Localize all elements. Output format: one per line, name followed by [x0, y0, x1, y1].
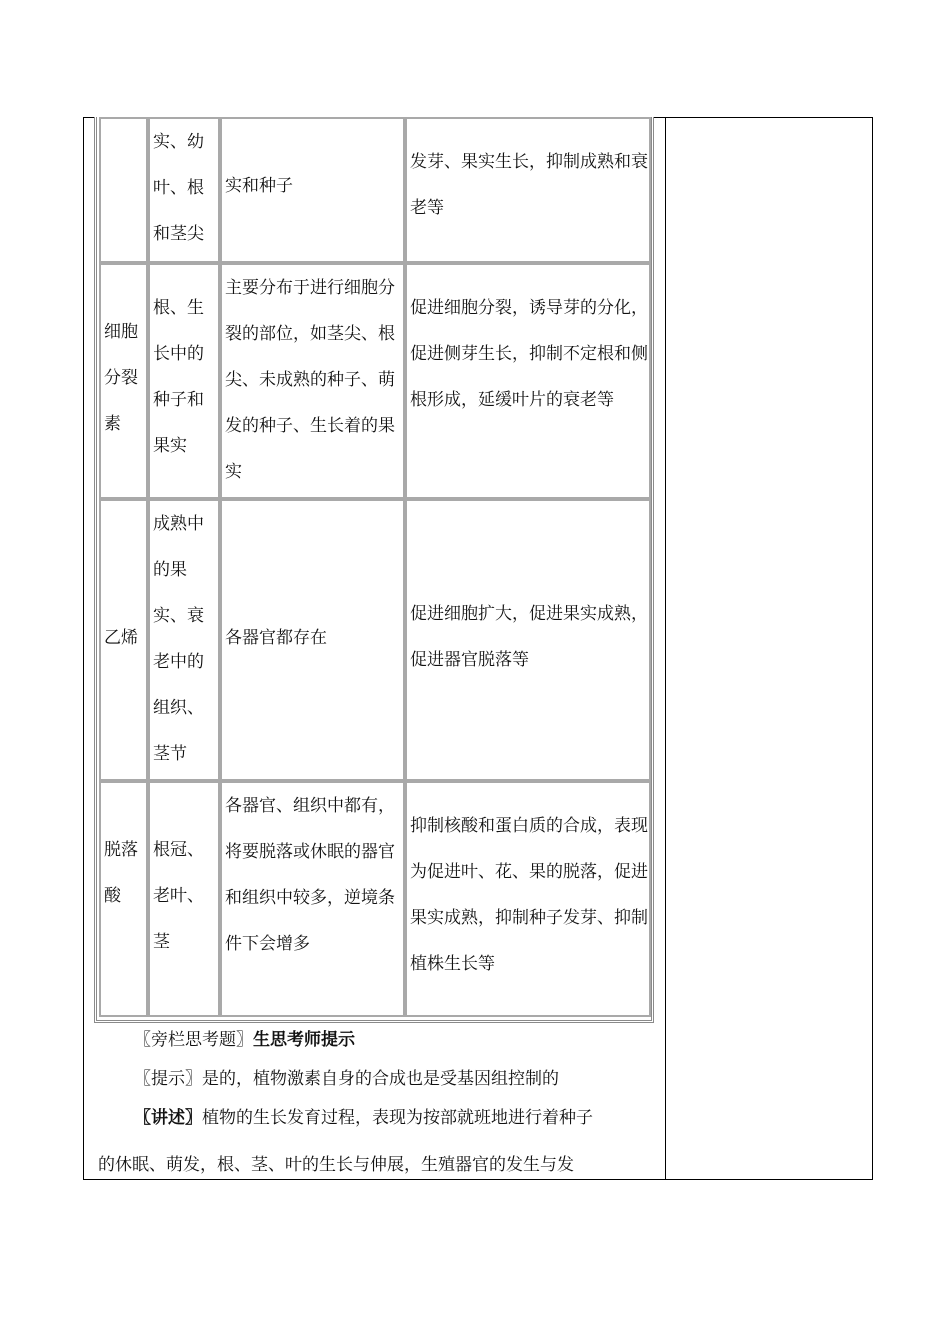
table-row-0-site: 实、幼叶、根和茎尖 — [148, 117, 220, 263]
table-row-3-name: 脱落酸 — [99, 781, 148, 1017]
table-row-2-distribution: 各器官都存在 — [220, 499, 405, 781]
sidebar-question-line — [134, 1028, 355, 1052]
sidebar-heading-label: 〖旁栏思考题〗 — [134, 1030, 253, 1050]
table-row-0-distribution: 实和种子 — [220, 117, 405, 263]
table-row-3-function: 抑制核酸和蛋白质的合成，表现为促进叶、花、果的脱落，促进果实成熟，抑制种子发芽、抑制植株生长等 — [405, 781, 651, 1017]
table-row-0-function: 发芽、果实生长，抑制成熟和衰老等 — [405, 117, 651, 263]
sidebar-heading-title: 生思考师提示 — [253, 1030, 355, 1050]
hint-line: 〖提示〗是的，植物激素自身的合成也是受基因组控制的 — [134, 1069, 559, 1089]
table-row-1-function: 促进细胞分裂，诱导芽的分化，促进侧芽生长，抑制不定根和侧根形成，延缓叶片的衰老等 — [405, 263, 651, 499]
table-row-1-site: 根、生长中的种子和果实 — [148, 263, 220, 499]
table-row-2-name: 乙烯 — [99, 499, 148, 781]
table-row-2-function: 促进细胞扩大，促进果实成熟，促进器官脱落等 — [405, 499, 651, 781]
table-row-1-distribution: 主要分布于进行细胞分裂的部位，如茎尖、根尖、未成熟的种子、萌发的种子、生长着的果实 — [220, 263, 405, 499]
table-row-1-name: 细胞分裂素 — [99, 263, 148, 499]
table-row-3-site: 根冠、老叶、茎 — [148, 781, 220, 1017]
table-row-0-name — [99, 117, 148, 263]
lecture-label: 〖讲述〗 — [134, 1108, 202, 1128]
table-row-2-site: 成熟中的果实、衰老中的组织、茎节 — [148, 499, 220, 781]
table-row-3-distribution: 各器官、组织中都有，将要脱落或休眠的器官和组织中较多，逆境条件下会增多 — [220, 781, 405, 1017]
hormone-table — [94, 117, 654, 1023]
column-divider — [665, 117, 666, 1180]
lecture-line-1: 〖讲述〗植物的生长发育过程，表现为按部就班地进行着种子 — [134, 1108, 593, 1128]
lecture-line-2: 的休眠、萌发，根、茎、叶的生长与伸展，生殖器官的发生与发 — [98, 1155, 574, 1175]
